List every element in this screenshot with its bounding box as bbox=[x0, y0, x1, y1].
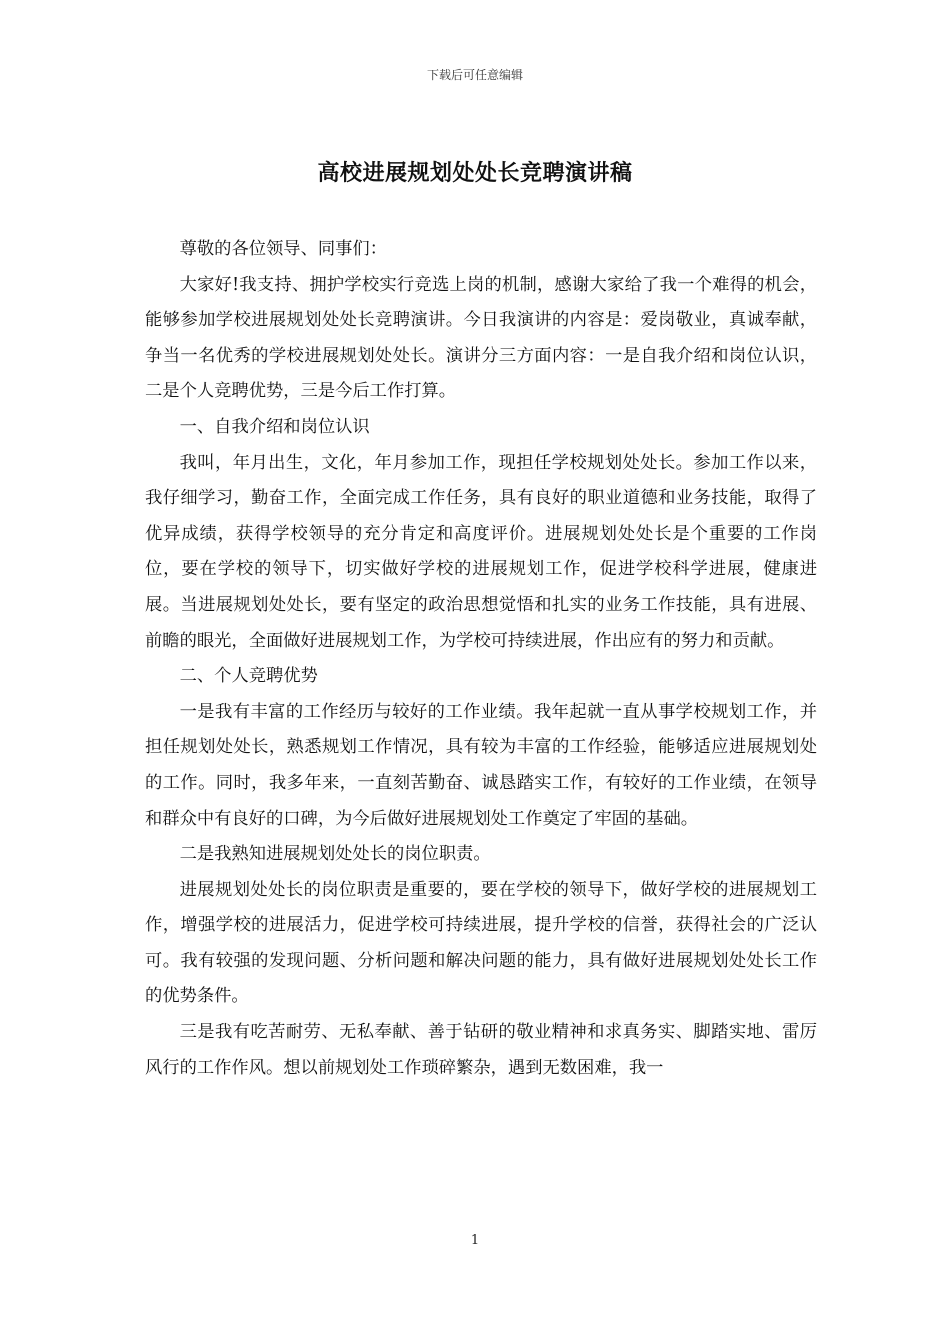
self-intro-paragraph: 我叫，年月出生，文化，年月参加工作，现担任学校规划处处长。参加工作以来，我仔细学习，勤奋工作，全面完成工作任务，具有良好的职业道德和业务技能，取得了优异成绩，获得学校领导的充分肯定和高度评价。进展规划处处长是个重要的工作岗位，要在学校的领导下，切实做好学校的进展规划工作，促进学校科学进展，健康进展。当进展规划处处长，要有坚定的政治思想觉悟和扎实的业务工作技能，具有进展、前瞻的眼光，全面做好进展规划工作，为学校可持续进展，作出应有的努力和贡献。 bbox=[145, 452, 817, 651]
intro-paragraph: 大家好!我支持、拥护学校实行竞选上岗的机制，感谢大家给了我一个难得的机会，能够参加学校进展规划处处长竞聘演讲。今日我演讲的内容是：爱岗敬业，真诚奉献，争当一名优秀的学校进展规划处处长。演讲分三方面内容：一是自我介绍和岗位认识，二是个人竞聘优势，三是今后工作打算。 bbox=[145, 274, 817, 402]
duties-paragraph: 进展规划处处长的岗位职责是重要的，要在学校的领导下，做好学校的进展规划工作，增强学校的进展活力，促进学校可持续进展，提升学校的信誉，获得社会的广泛认可。我有较强的发现问题、分析问题和解决问题的能力，具有做好进展规划处处长工作的优势条件。 bbox=[145, 879, 817, 1007]
section-heading-1: 一、自我介绍和岗位认识 bbox=[179, 416, 370, 437]
header-note: 下载后可任意编辑 bbox=[426, 68, 523, 82]
document-title: 高校进展规划处处长竞聘演讲稿 bbox=[317, 160, 633, 186]
advantage-two-heading: 二是我熟知进展规划处处长的岗位职责。 bbox=[179, 844, 491, 865]
advantage-three-paragraph: 三是我有吃苦耐劳、无私奉献、善于钻研的敬业精神和求真务实、脚踏实地、雷厉风行的工作作风。想以前规划处工作琐碎繁杂，遇到无数困难，我一 bbox=[145, 1022, 817, 1078]
document-body bbox=[145, 232, 817, 1086]
section-heading-2: 二、个人竞聘优势 bbox=[179, 666, 318, 687]
advantage-one-paragraph: 一是我有丰富的工作经历与较好的工作业绩。我年起就一直从事学校规划工作，并担任规划处处长，熟悉规划工作情况，具有较为丰富的工作经验，能够适应进展规划处的工作。同时，我多年来，一直刻苦勤奋、诚恳踏实工作，有较好的工作业绩，在领导和群众中有良好的口碑，为今后做好进展规划处工作奠定了牢固的基础。 bbox=[145, 701, 817, 829]
page-number: 1 bbox=[470, 1233, 480, 1248]
salutation-paragraph: 尊敬的各位领导、同事们： bbox=[179, 239, 387, 259]
